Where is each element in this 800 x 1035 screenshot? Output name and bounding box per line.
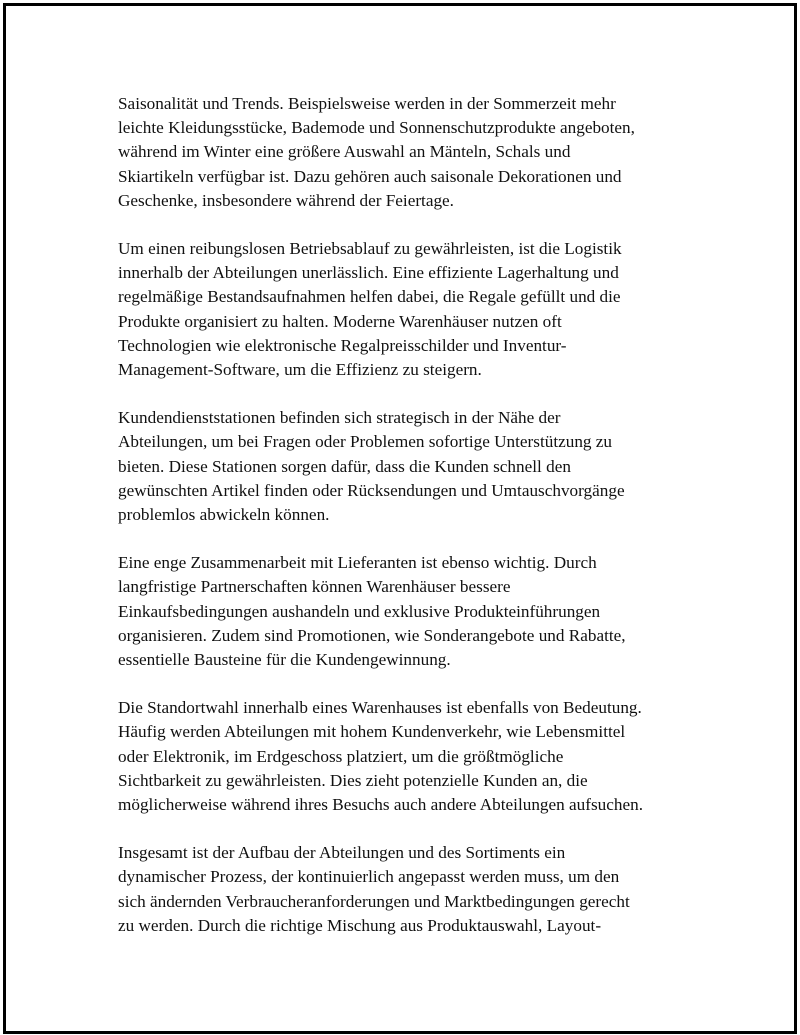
paragraph-location	[118, 696, 688, 817]
text-line: Eine enge Zusammenarbeit mit Lieferanten ist ebenso wichtig. Durch	[118, 553, 597, 573]
text-line: Um einen reibungslosen Betriebsablauf zu gewährleisten, ist die Logistik	[118, 239, 622, 259]
text-line: leichte Kleidungsstücke, Bademode und Sonnenschutzprodukte angeboten,	[118, 118, 635, 138]
text-line: essentielle Bausteine für die Kundengewinnung.	[118, 650, 451, 670]
text-line: Sichtbarkeit zu gewährleisten. Dies zieht potenzielle Kunden an, die	[118, 770, 588, 790]
text-line: Kundendienststationen befinden sich strategisch in der Nähe der	[118, 408, 561, 428]
text-line: Die Standortwahl innerhalb eines Warenhauses ist ebenfalls von Bedeutung.	[118, 698, 642, 718]
text-line: sich ändernden Verbraucheranforderungen und Marktbedingungen gerecht	[118, 891, 630, 911]
text-line: bieten. Diese Stationen sorgen dafür, dass die Kunden schnell den	[118, 456, 571, 476]
paragraph-seasonality	[118, 92, 688, 213]
paragraph-logistics	[118, 237, 688, 382]
text-line: organisieren. Zudem sind Promotionen, wie Sonderangebote und Rabatte,	[118, 625, 626, 645]
paragraph-customer-service	[118, 406, 688, 527]
text-line: Häufig werden Abteilungen mit hohem Kundenverkehr, wie Lebensmittel	[118, 722, 626, 742]
document-body	[118, 92, 688, 962]
text-line: Einkaufsbedingungen aushandeln und exklusive Produkteinführungen	[118, 601, 601, 621]
text-line: Insgesamt ist der Aufbau der Abteilungen und des Sortiments ein	[118, 843, 566, 863]
text-line: innerhalb der Abteilungen unerlässlich. Eine effiziente Lagerhaltung und	[118, 263, 619, 283]
text-line: oder Elektronik, im Erdgeschoss platziert, um die größtmögliche	[118, 746, 564, 766]
text-line: Produkte organisiert zu halten. Moderne Warenhäuser nutzen oft	[118, 311, 562, 331]
text-line: regelmäßige Bestandsaufnahmen helfen dabei, die Regale gefüllt und die	[118, 287, 621, 307]
text-line: Skiartikeln verfügbar ist. Dazu gehören auch saisonale Dekorationen und	[118, 166, 622, 186]
text-line: möglicherweise während ihres Besuchs auch andere Abteilungen aufsuchen.	[118, 795, 643, 815]
paragraph-conclusion	[118, 841, 688, 938]
text-line: Saisonalität und Trends. Beispielsweise werden in der Sommerzeit mehr	[118, 94, 616, 113]
text-line: zu werden. Durch die richtige Mischung aus Produktauswahl, Layout-	[118, 915, 602, 935]
paragraph-suppliers	[118, 551, 688, 672]
text-line: gewünschten Artikel finden oder Rücksendungen und Umtauschvorgänge	[118, 480, 625, 500]
text-line: langfristige Partnerschaften können Warenhäuser bessere	[118, 577, 511, 597]
text-line: Technologien wie elektronische Regalpreisschilder und Inventur-	[118, 335, 567, 355]
text-line: dynamischer Prozess, der kontinuierlich angepasst werden muss, um den	[118, 867, 620, 887]
text-line: während im Winter eine größere Auswahl an Mänteln, Schals und	[118, 142, 571, 162]
text-line: Management-Software, um die Effizienz zu steigern.	[118, 360, 482, 380]
text-line: Abteilungen, um bei Fragen oder Problemen sofortige Unterstützung zu	[118, 432, 613, 452]
text-line: problemlos abwickeln können.	[118, 505, 330, 525]
text-line: Geschenke, insbesondere während der Feiertage.	[118, 190, 454, 210]
